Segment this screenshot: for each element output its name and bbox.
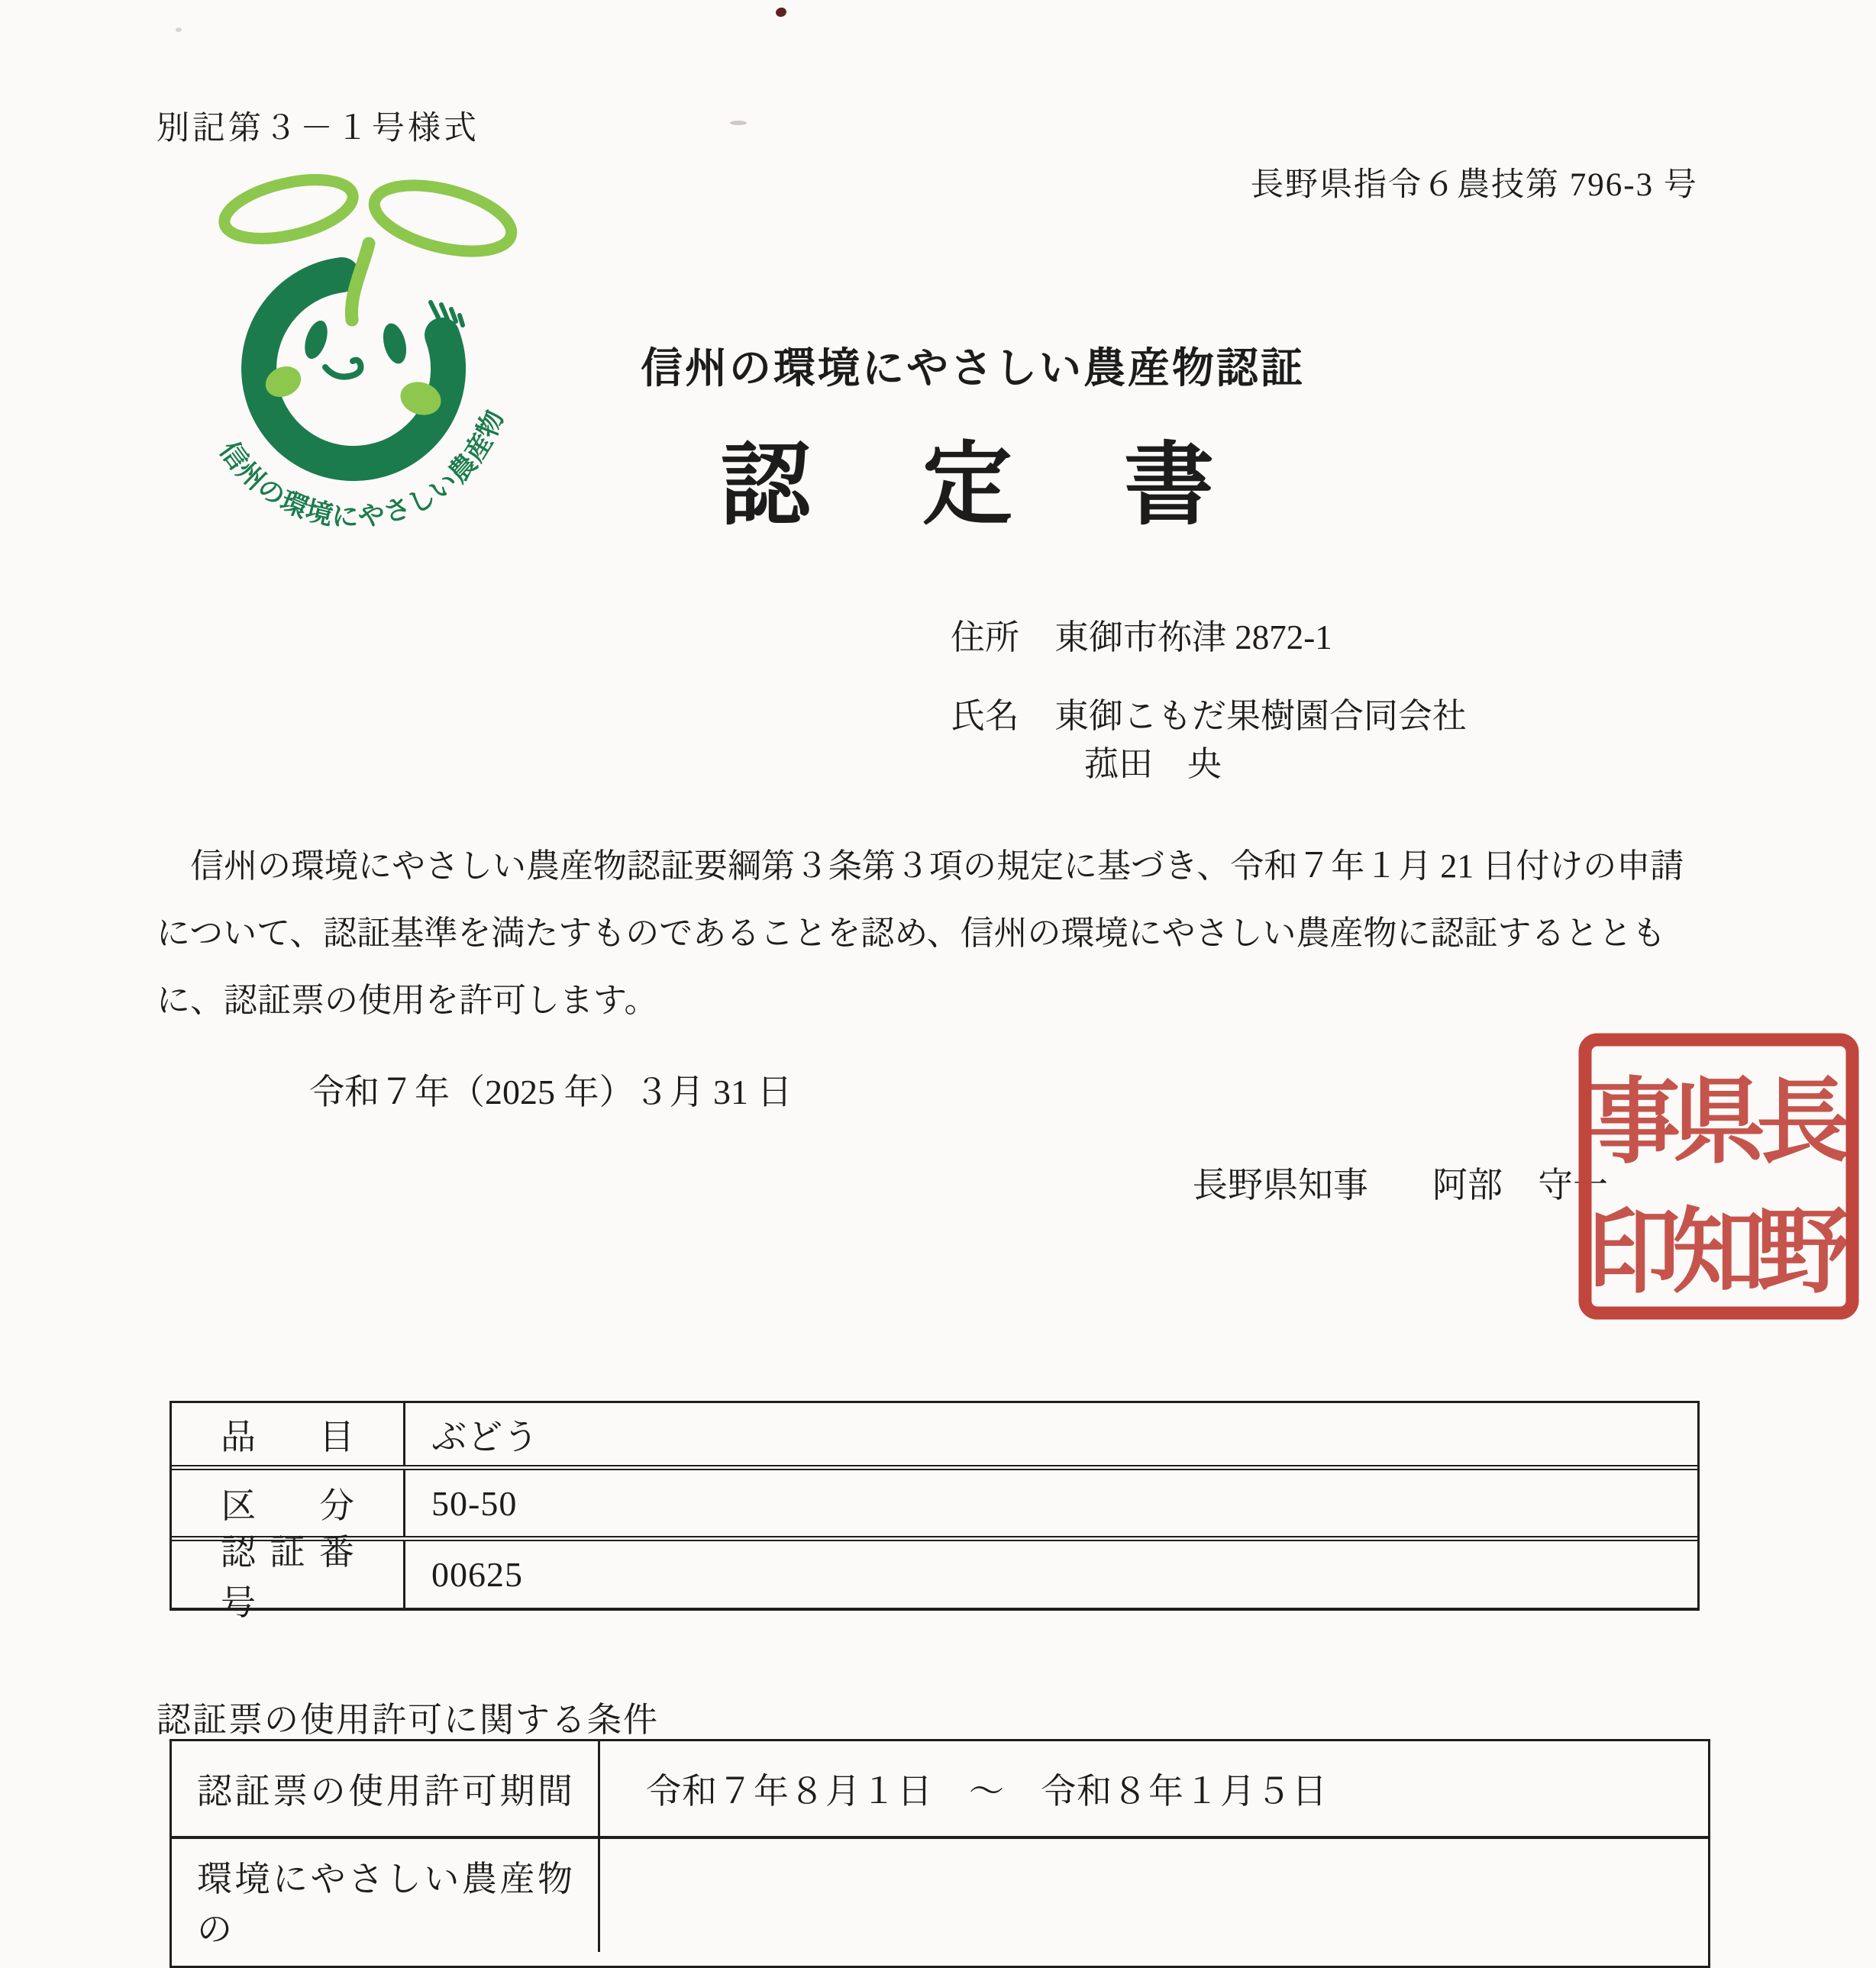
certificate-title: 認 定 書 xyxy=(720,436,1225,536)
table-row xyxy=(172,1403,1697,1465)
row-value: 50-50 xyxy=(431,1483,518,1523)
signer-name: 阿部 守一 xyxy=(1432,1166,1608,1205)
seal-char: 県 xyxy=(1672,1072,1765,1175)
seal-char: 長 xyxy=(1757,1072,1850,1175)
scan-artifact xyxy=(730,121,747,125)
table-row xyxy=(172,1741,1708,1836)
row-value: ぶどう xyxy=(431,1417,539,1457)
signer-line xyxy=(1193,1157,1608,1208)
certificate-subtitle: 信州の環境にやさしい農産物認証 xyxy=(640,344,1305,392)
logo-leaf-right xyxy=(368,173,518,263)
body-line: に、認証票の使用を許可します。 xyxy=(157,982,658,1019)
row-value: 令和７年８月１日 ～ 令和８年１月５日 xyxy=(646,1772,1328,1811)
row-label: 認証票の使用許可期間 xyxy=(197,1772,573,1811)
table-row xyxy=(172,1836,1708,1966)
body-line: 信州の環境にやさしい農産物認証要綱第３条第３項の規定に基づき、令和７年１月 21 日付けの申請 xyxy=(157,847,1684,885)
address-label: 住所 xyxy=(951,618,1020,657)
logo-arc-text: 信州の環境にやさしい農産物 xyxy=(213,405,510,533)
conditions-heading: 認証票の使用許可に関する条件 xyxy=(157,1701,660,1739)
company-value: 東御こもだ果樹園合同会社 xyxy=(1054,697,1468,735)
logo-eye-left xyxy=(301,318,332,361)
form-number: 別記第３－１号様式 xyxy=(157,111,479,147)
table-row xyxy=(172,1532,1697,1622)
issue-date: 令和７年（2025 年）３月 31 日 xyxy=(309,1073,793,1111)
row-label: 環境にやさしい農産物の xyxy=(197,1860,573,1949)
seal-char: 事 xyxy=(1587,1072,1681,1175)
governor-seal-stamp xyxy=(1577,1032,1860,1322)
body-line: について、認証基準を満たすものであることを認め、信州の環境にやさしい農産物に認証するととも xyxy=(157,915,1666,952)
row-label: 認証番号 xyxy=(221,1532,354,1622)
logo-eye-right xyxy=(379,321,410,366)
seal-char: 印 xyxy=(1587,1202,1681,1305)
body-paragraph xyxy=(157,841,1722,1043)
directive-number: 長野県指令６農技第 796-3 号 xyxy=(1251,167,1698,203)
name-label: 氏名 xyxy=(951,697,1020,735)
row-value: 00625 xyxy=(431,1555,523,1594)
address-value: 東御市祢津 2872-1 xyxy=(1054,618,1332,657)
scan-artifact xyxy=(176,27,182,32)
logo-mouth xyxy=(325,360,361,377)
seal-char: 野 xyxy=(1757,1202,1850,1305)
recipient-name-line xyxy=(951,688,1467,737)
logo-stem xyxy=(351,244,369,320)
certification-table xyxy=(170,1401,1700,1622)
recipient-person-line: 菰田 央 xyxy=(1084,745,1222,783)
row-label: 区 分 xyxy=(221,1486,354,1525)
recipient-address-line xyxy=(951,609,1332,659)
signer-title: 長野県知事 xyxy=(1193,1166,1368,1205)
scan-artifact xyxy=(775,6,788,18)
seal-char: 知 xyxy=(1672,1202,1765,1305)
conditions-table xyxy=(170,1739,1710,1968)
logo-leaf-left xyxy=(219,169,359,250)
row-label: 品 目 xyxy=(221,1417,354,1457)
